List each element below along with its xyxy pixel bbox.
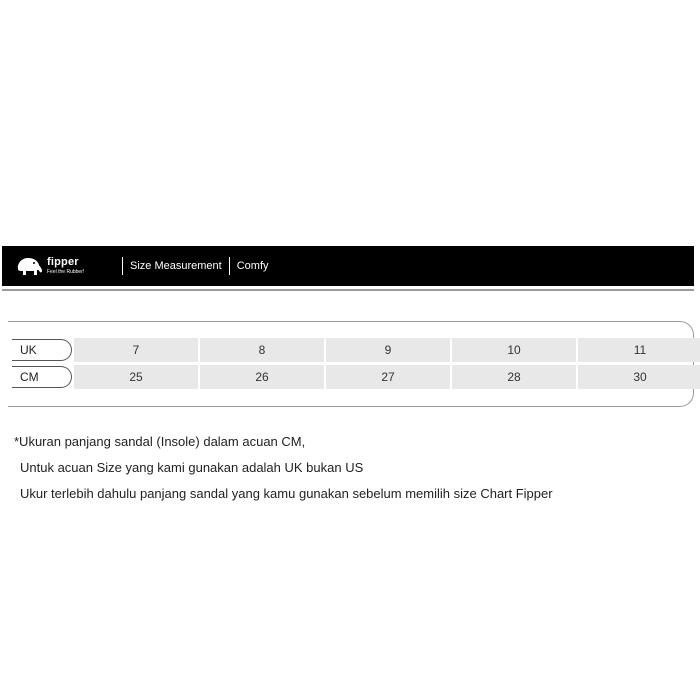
table-cell: 30 — [578, 365, 700, 389]
header-bar — [2, 246, 694, 286]
header-underline — [2, 289, 694, 291]
table-cell: 11 — [578, 338, 700, 362]
elephant-icon — [14, 255, 44, 277]
note-line: Untuk acuan Size yang kami gunakan adalah UK bukan US — [20, 460, 364, 475]
size-table-frame — [8, 321, 694, 407]
row-label-uk: UK — [12, 339, 72, 361]
row-cells-cm — [74, 365, 700, 389]
size-notes — [14, 429, 553, 507]
row-label-cm: CM — [12, 366, 72, 388]
table-cell: 9 — [326, 338, 450, 362]
table-cell: 26 — [200, 365, 324, 389]
header-divider — [122, 257, 123, 275]
note-line: *Ukuran panjang sandal (Insole) dalam acuan CM, — [14, 434, 306, 449]
table-cell: 27 — [326, 365, 450, 389]
table-row-uk — [12, 338, 700, 362]
header-variant: Comfy — [236, 260, 269, 272]
table-cell: 7 — [74, 338, 198, 362]
brand-name: fipper — [47, 256, 79, 268]
brand-tagline: Feel the Rubber! — [47, 269, 85, 275]
header-title: Size Measurement — [130, 260, 222, 272]
note-line: Ukur terlebih dahulu panjang sandal yang kamu gunakan sebelum memilih size Chart Fipper — [20, 486, 553, 501]
row-cells-uk — [74, 338, 700, 362]
brand-logo — [14, 253, 94, 279]
table-row-cm — [12, 365, 700, 389]
logo-text — [47, 257, 84, 275]
header-divider — [229, 257, 230, 275]
table-cell: 28 — [452, 365, 576, 389]
table-cell: 25 — [74, 365, 198, 389]
table-cell: 8 — [200, 338, 324, 362]
table-cell: 10 — [452, 338, 576, 362]
